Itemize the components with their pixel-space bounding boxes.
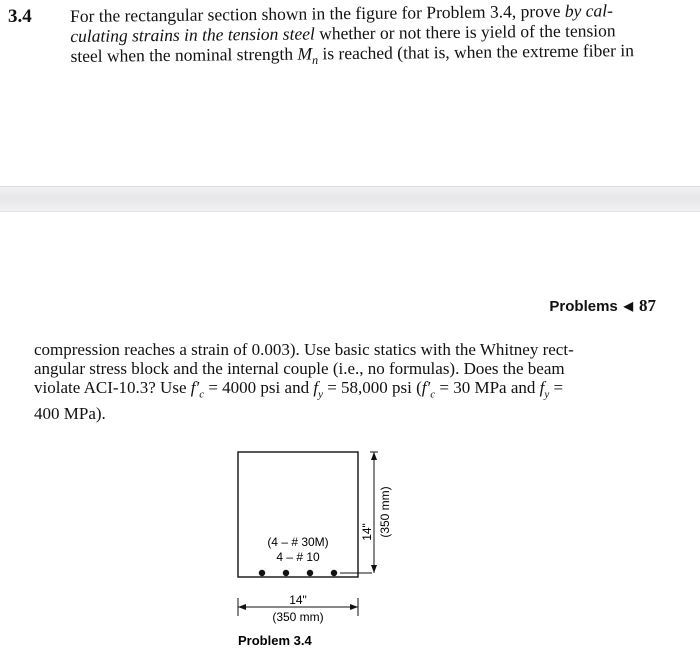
beam-section-figure xyxy=(220,440,420,655)
depth-dimension xyxy=(360,452,392,573)
width-inches-label: 14" xyxy=(289,593,307,607)
page-gap xyxy=(0,186,700,212)
rebar-dots xyxy=(259,570,337,576)
rebar-3 xyxy=(307,570,313,576)
depth-inches-label: 14" xyxy=(360,523,374,541)
figure-caption: Problem 3.4 xyxy=(238,633,312,648)
page-header xyxy=(549,296,656,316)
statement-line-1: For the rectangular section shown in the figure for Problem 3.4, prove by cal- xyxy=(70,0,614,26)
bars-us-label: 4 – # 10 xyxy=(276,550,320,564)
rebar-1 xyxy=(259,570,265,576)
statement-line-3: steel when the nominal strength $M_n$ is reached (that is, when the extreme fiber in xyxy=(70,40,635,67)
problem-statement xyxy=(70,0,691,72)
problem-continuation xyxy=(34,340,674,423)
depth-mm-label: (350 mm) xyxy=(378,486,392,538)
continuation-line-1: compression reaches a strain of 0.003). Use basic statics with the Whitney rect- xyxy=(34,340,574,359)
problem-number: 3.4 xyxy=(8,6,32,27)
rebar-2 xyxy=(283,570,289,576)
triangle-marker-icon: ◀ xyxy=(623,299,633,313)
header-label: Problems xyxy=(549,297,618,315)
statement-line-2: culating strains in the tension steel whether or not there is yield of the tension xyxy=(70,20,616,46)
page-number: 87 xyxy=(639,296,656,315)
continuation-line-4: 400 MPa). xyxy=(34,404,106,424)
continuation-line-2: angular stress block and the internal couple (i.e., no formulas). Does the beam xyxy=(34,359,565,378)
width-mm-label: (350 mm) xyxy=(272,610,324,624)
previous-page-fragment xyxy=(0,0,700,186)
rebar-4 xyxy=(331,570,337,576)
continuation-line-3: violate ACI-10.3? Use $f'_c = 4000$ psi and $f_y = 58,000$ psi ($f'_c = 30$ MPa and $f_y$ = xyxy=(34,378,564,401)
width-dimension xyxy=(238,593,358,624)
bars-si-label: (4 – # 30M) xyxy=(267,535,329,549)
